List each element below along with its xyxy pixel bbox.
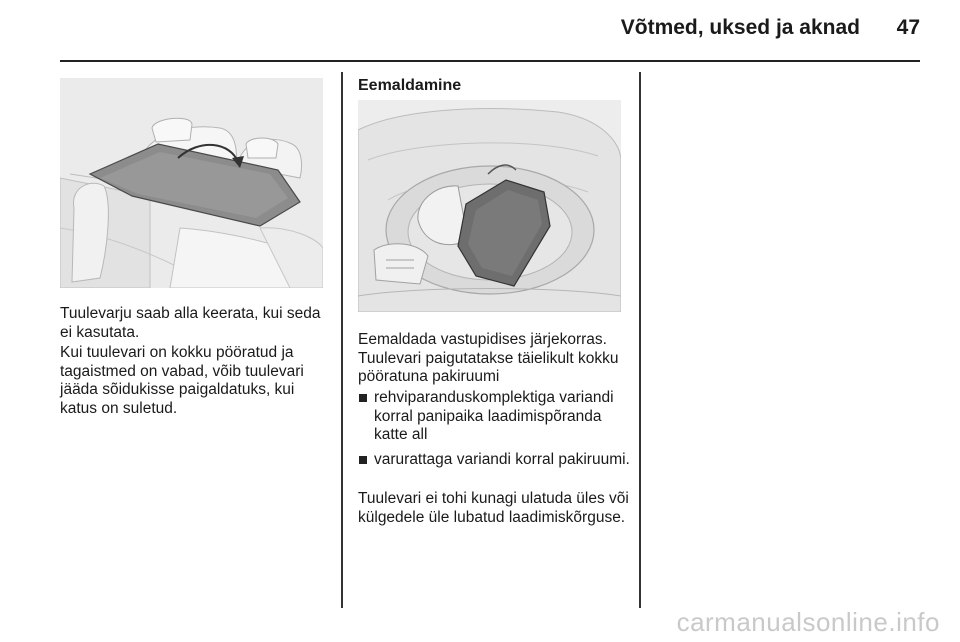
column-divider-right bbox=[639, 72, 641, 608]
list-item bbox=[358, 451, 636, 470]
paragraph-removal-intro: Eemaldada vastupidises järjekorras. Tuulevari paigutatakse täielikult kokku pööratuna pakiruumi bbox=[358, 331, 619, 385]
section-title: Võtmed, uksed ja aknad bbox=[620, 16, 860, 39]
paragraph-stays-installed: Kui tuulevari on kokku pööratud ja tagaistmed on vabad, võib tuulevari jääda sõidukisse paigaldatuks, kui katus on suletud. bbox=[60, 344, 304, 417]
bullet-square-icon bbox=[359, 394, 367, 402]
column-divider-left bbox=[341, 72, 343, 608]
list-item-text: rehviparanduskomplektiga variandi korral panipaika laadimispõranda katte all bbox=[374, 389, 614, 443]
stowage-options-list bbox=[358, 389, 636, 475]
section-heading: Eemaldamine bbox=[358, 77, 462, 94]
bullet-square-icon bbox=[359, 456, 367, 464]
header-divider bbox=[60, 60, 920, 62]
paragraph-fold-down: Tuulevarju saab alla keerata, kui seda ei kasutata. bbox=[60, 305, 321, 341]
watermark: carmanualsonline.info bbox=[676, 607, 940, 637]
paragraph-height-warning: Tuulevari ei tohi kunagi ulatuda üles või külgedele üle lubatud laadimiskõrguse. bbox=[358, 490, 629, 526]
list-item-text: varurattaga variandi korral pakiruumi. bbox=[374, 450, 630, 468]
cargo-stowage-illustration bbox=[358, 100, 621, 312]
page-number: 47 bbox=[896, 16, 920, 39]
wind-deflector-illustration bbox=[60, 78, 323, 288]
list-item bbox=[358, 389, 636, 445]
